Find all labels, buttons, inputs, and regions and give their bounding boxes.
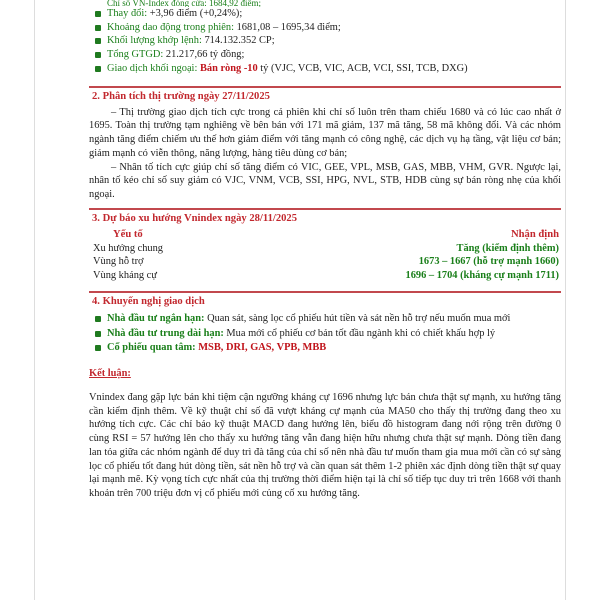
section-2-title: 2. Phân tích thị trường ngày 27/11/2025 (89, 86, 561, 106)
bullet-icon (95, 38, 101, 44)
bullet-icon (95, 11, 101, 17)
summary-item-change: Thay đổi: +3,96 điểm (+0,24%); (89, 7, 561, 21)
section-3-title: 3. Dự báo xu hướng Vnindex ngày 28/11/2025 (89, 208, 561, 228)
bullet-icon (95, 316, 101, 322)
bullet-icon (95, 331, 101, 337)
summary-item-volume: Khối lượng khớp lệnh: 714.132.352 CP; (89, 34, 561, 48)
summary-item-range: Khoảng dao động trong phiên: 1681,08 – 1695,34 điểm; (89, 21, 561, 35)
col-factor: Yếu tố (113, 228, 143, 240)
bullet-icon (95, 52, 101, 58)
rec-short-term: Nhà đầu tư ngắn hạn: Quan sát, sàng lọc cổ phiếu hút tiền và sát nền hỗ trợ nếu muốn mua mới (89, 312, 561, 326)
forecast-row: Vùng hỗ trợ 1673 – 1667 (hỗ trợ mạnh 1660) (93, 256, 559, 268)
summary-cut-line: Chỉ số VN-Index đóng cửa: 1684,92 điểm; (107, 0, 261, 7)
section-2-para-2: – Nhân tố tích cực giúp chỉ số tăng điểm có VIC, GEE, VPL, MSB, GAS, MBB, VHM, GVR. Ngược lại, nhân tố kéo chỉ số suy giảm có VJC, VNM, VCB, SSI, HPG, NVL, STB, HDB cùng sự bán ròng nhẹ của khối ngoại. (89, 161, 561, 201)
section-2-para-1: – Thị trường giao dịch tích cực trong cả phiên khi chỉ số luôn trên tham chiếu 1680 và có lúc cao nhất ở 1695. Toàn thị trường tạm nghiêng về bên bán với 171 mã giảm, 137 mã tăng, 58 mã không đổi. Và các nhóm ngành tăng điểm chiếm ưu thế hơn giảm điểm với tăng mạnh có công nghệ, các dịch vụ hạ tầng, vật liệu cơ bản; giảm mạnh có viễn thông, năng lượng, hàng tiêu dùng cơ bản; (89, 106, 561, 159)
conclusion-title: Kết luận: (89, 368, 131, 380)
forecast-table (91, 228, 561, 283)
forecast-row: Vùng kháng cự 1696 – 1704 (kháng cự mạnh 1711) (93, 270, 559, 282)
recommendation-list (89, 312, 561, 355)
bullet-icon (95, 66, 101, 72)
col-view: Nhận định (511, 228, 559, 240)
rec-long-term: Nhà đầu tư trung dài hạn: Mua mới cổ phiếu cơ bản tốt đầu ngành khi có chiết khấu hợp lý (89, 327, 561, 341)
rec-watchlist: Cổ phiếu quan tâm: MSB, DRI, GAS, VPB, MBB (89, 341, 561, 355)
summary-item-foreign: Giao dịch khối ngoại: Bán ròng -10 tỷ (VJC, VCB, VIC, ACB, VCI, SSI, TCB, DXG) (89, 62, 561, 76)
section-4-title: 4. Khuyến nghị giao dịch (89, 291, 561, 311)
summary-list (89, 7, 561, 76)
summary-item-value: Tổng GTGD: 21.217,66 tỷ đồng; (89, 48, 561, 62)
forecast-row: Xu hướng chung Tăng (kiểm định thêm) (93, 242, 559, 254)
forecast-header-row (91, 228, 561, 242)
bullet-icon (95, 25, 101, 31)
conclusion-text: Vnindex đang gặp lực bán khi tiệm cận ngưỡng kháng cự 1696 nhưng lực bán chưa thật sự mạnh, xu hướng tăng cần kiểm định thêm. Về kỹ thuật chỉ số đã vượt kháng cự mạnh của MA50 cho thấy thị trường đang theo xu hướng tích cực. Các chỉ báo kỹ thuật MACD đang hướng lên, biểu đồ histogram đang nới rộng trên đường 0 cùng RSI = 57 hướng lên cho thấy xu hướng tăng vẫn đang hiện hữu nhưng chưa thật sự mạnh. Dòng tiền đang lan tỏa giữa các nhóm ngành để duy trì đà tăng của chỉ số nên nhà đầu tư muốn tham gia mua mới cần có sự sàng lọc cổ phiếu tốt đang hút dòng tiền, sát nền hỗ trợ và cần quan sát thêm 1-2 phiên xác định dòng tiền thật sự quay lại mạnh mẽ. Kỳ vọng tích cực nhất của thị trường thời điểm hiện tại là chỉ số tiếp tục duy trì trên 1668 với thanh khoản trên 700 triệu đơn vị cổ phiếu mới củng cố xu hướng tăng. (89, 391, 561, 499)
report-body (35, 0, 565, 501)
document-page (34, 0, 566, 600)
bullet-icon (95, 345, 101, 351)
